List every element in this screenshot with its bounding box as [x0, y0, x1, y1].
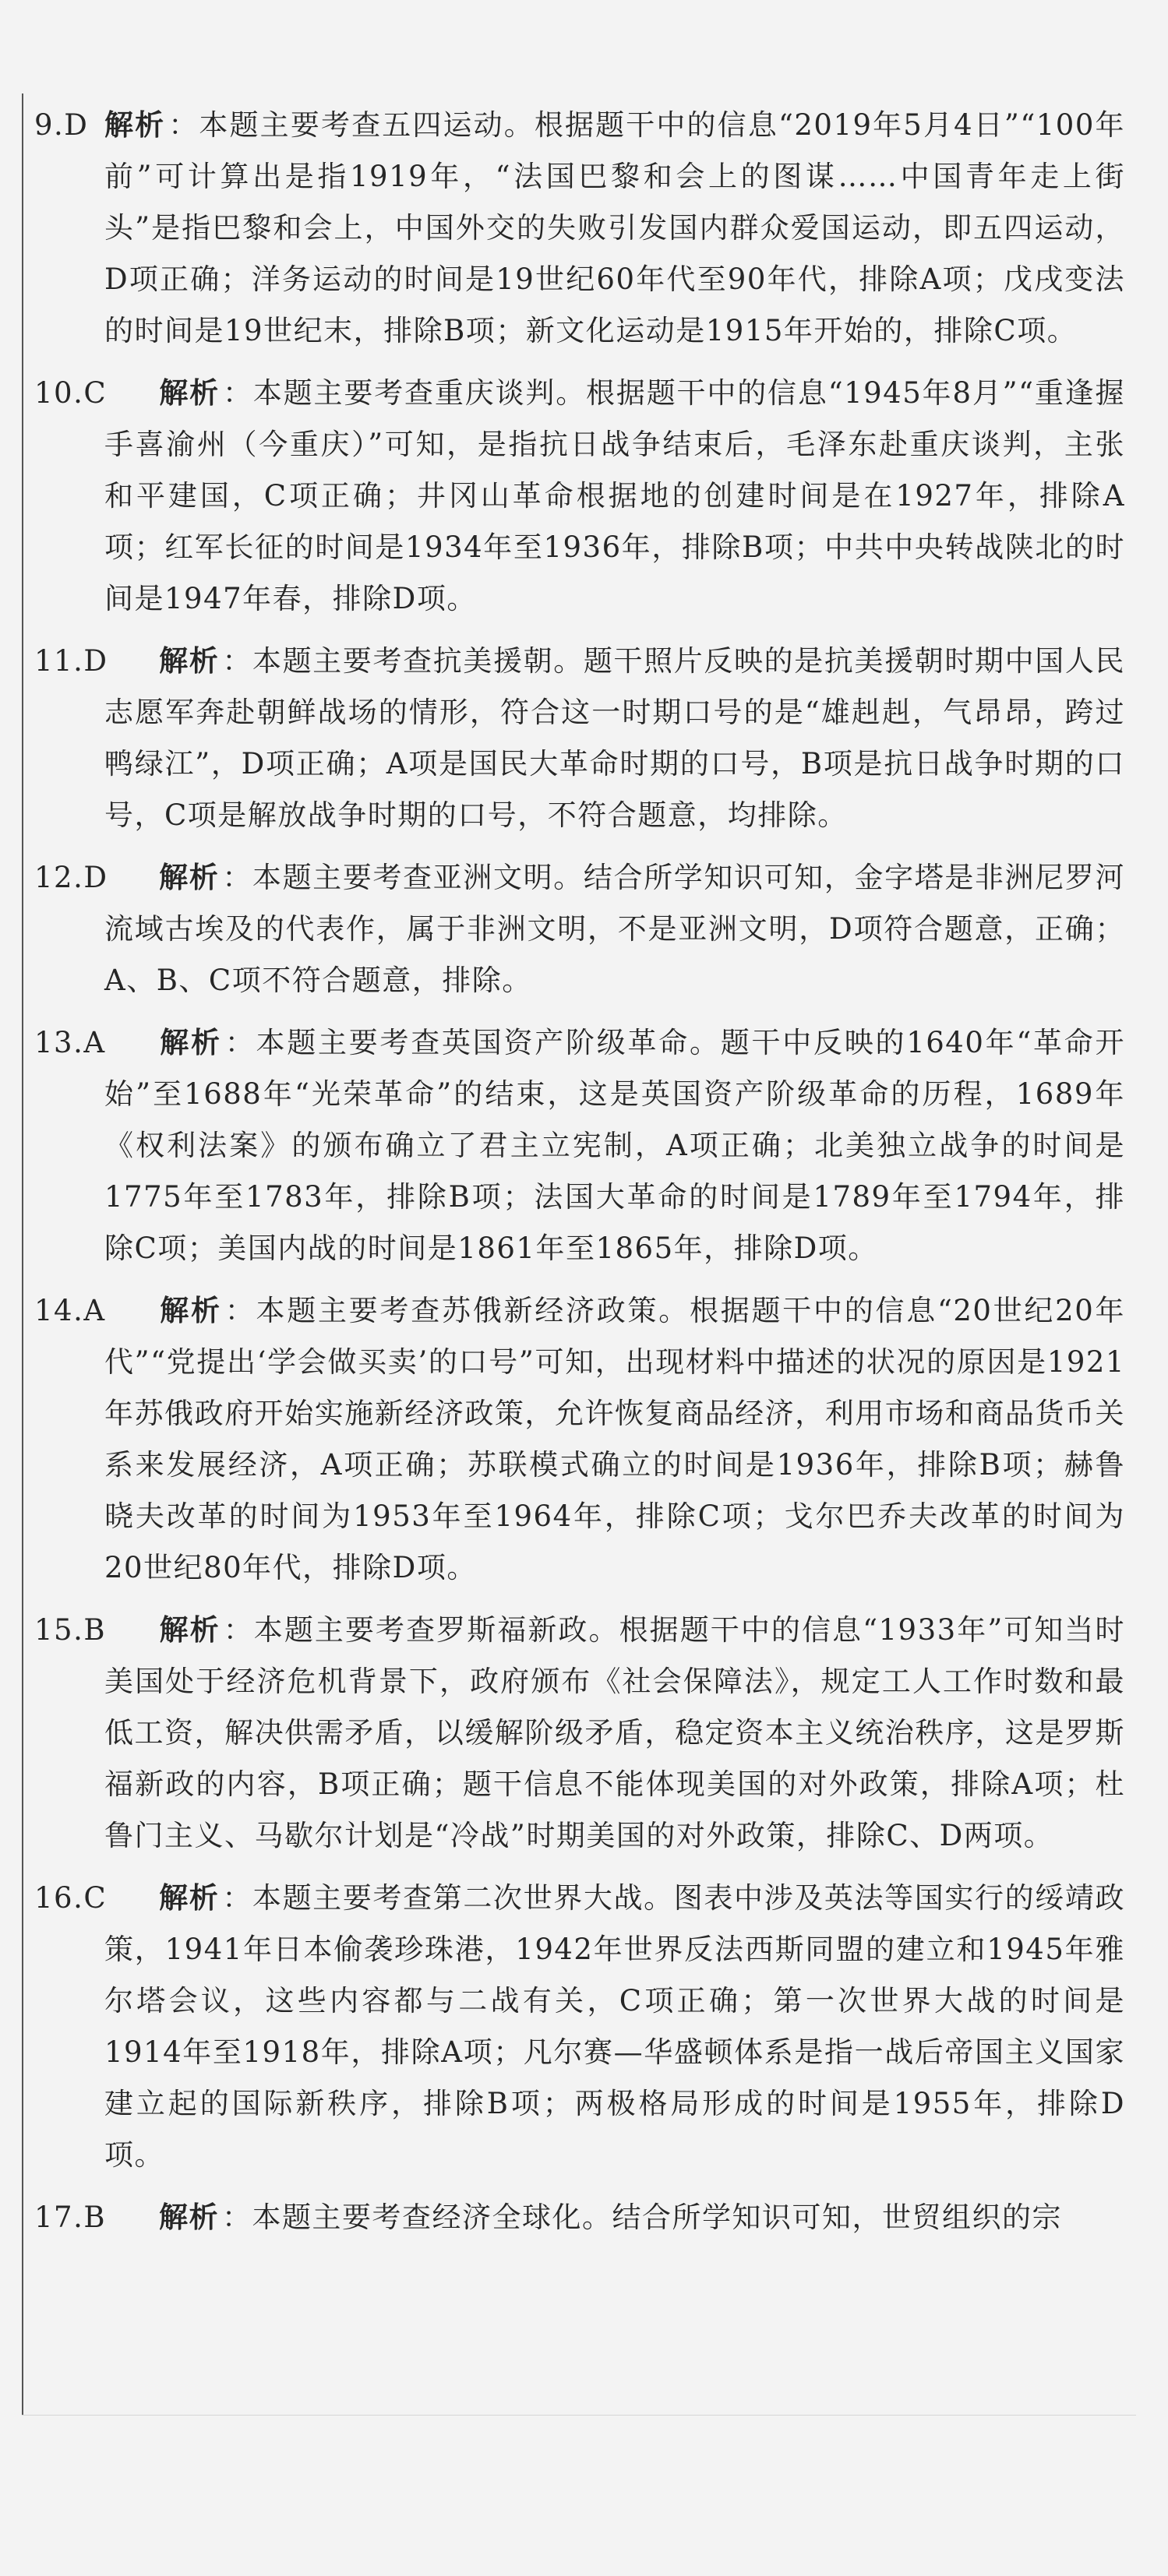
answer-item-13	[34, 1017, 1125, 1274]
analysis-text: ：本题主要考查经济全球化。结合所学知识可知，世贸组织的宗	[222, 2201, 1062, 2234]
analysis-label: 解析	[159, 1026, 222, 1059]
analysis-label: 解析	[159, 861, 220, 894]
answer-explanations	[34, 100, 1125, 2243]
analysis-label: 解析	[159, 644, 220, 678]
analysis-text: ：本题主要考查罗斯福新政。根据题干中的信息“1933年”可知当时美国处于经济危机背景下，政府颁布《社会保障法》，规定工人工作时数和最低工资，解决供需矛盾，以缓解阶级矛盾，稳定资本主义统治秩序，这是罗斯福新政的内容，B项正确；题干信息不能体现美国的对外政策，排除A项；杜鲁门主义、马歇尔计划是“冷战”时期美国的对外政策，排除C、D两项。	[104, 1613, 1125, 1852]
answer-item-17	[34, 2192, 1125, 2243]
analysis-text: ：本题主要考查重庆谈判。根据题干中的信息“1945年8月”“重逢握手喜渝州（今重庆）”可知，是指抗日战争结束后，毛泽东赴重庆谈判，主张和平建国，C项正确；井冈山革命根据地的创建时间是在1927年，排除A项；红军长征的时间是1934年至1936年，排除B项；中共中央转战陕北的时间是1947年春，排除D项。	[104, 376, 1126, 615]
question-number: 11.D	[34, 644, 108, 678]
analysis-label: 解析	[159, 1613, 221, 1647]
analysis-text: ：本题主要考查苏俄新经济政策。根据题干中的信息“20世纪20年代”“党提出‘学会做买卖’的口号”可知，出现材料中描述的状况的原因是1921年苏俄政府开始实施新经济政策，允许恢复商品经济，利用市场和商品货币关系来发展经济，A项正确；苏联模式确立的时间是1936年，排除B项；赫鲁晓夫改革的时间为1953年至1964年，排除C项；戈尔巴乔夫改革的时间为20世纪80年代，排除D项。	[104, 1294, 1126, 1584]
question-number: 9.D	[34, 108, 89, 142]
analysis-text: ：本题主要考查第二次世界大战。图表中涉及英法等国实行的绥靖政策，1941年日本偷袭珍珠港，1942年世界反法西斯同盟的建立和1945年雅尔塔会议，这些内容都与二战有关，C项正确；第一次世界大战的时间是1914年至1918年，排除A项；凡尔赛—华盛顿体系是指一战后帝国主义国家建立起的国际新秩序，排除B项；两极格局形成的时间是1955年，排除D项。	[104, 1881, 1125, 2172]
question-number: 16.C	[34, 1881, 108, 1915]
question-number: 15.B	[34, 1613, 107, 1647]
question-number: 12.D	[34, 861, 108, 894]
analysis-label: 解析	[159, 2201, 219, 2234]
answer-item-16	[34, 1873, 1125, 2181]
left-margin-rule	[22, 93, 23, 2415]
question-number: 17.B	[34, 2201, 107, 2234]
analysis-label: 解析	[159, 1294, 222, 1327]
answer-item-11	[34, 636, 1125, 841]
bottom-divider	[22, 2415, 1136, 2416]
answer-item-10	[34, 368, 1125, 625]
analysis-label: 解析	[104, 108, 166, 142]
analysis-label: 解析	[159, 376, 221, 410]
analysis-text: ：本题主要考查五四运动。根据题干中的信息“2019年5月4日”“100年前”可计算出是指1919年，“法国巴黎和会上的图谋……中国青年走上街头”是指巴黎和会上，中国外交的失败引发国内群众爱国运动，即五四运动，D项正确；洋务运动的时间是19世纪60年代至90年代，排除A项；戊戌变法的时间是19世纪末，排除B项；新文化运动是1915年开始的，排除C项。	[104, 108, 1125, 347]
question-number: 13.A	[34, 1026, 106, 1059]
answer-item-12	[34, 852, 1125, 1006]
question-number: 10.C	[34, 376, 108, 410]
question-number: 14.A	[34, 1294, 106, 1327]
answer-item-9	[34, 100, 1125, 357]
analysis-text: ：本题主要考查英国资产阶级革命。题干中反映的1640年“革命开始”至1688年“光荣革命”的结束，这是英国资产阶级革命的历程，1689年《权利法案》的颁布确立了君主立宪制，A项正确；北美独立战争的时间是1775年至1783年，排除B项；法国大革命的时间是1789年至1794年，排除C项；美国内战的时间是1861年至1865年，排除D项。	[104, 1026, 1126, 1265]
analysis-label: 解析	[159, 1881, 220, 1915]
analysis-text: ：本题主要考查抗美援朝。题干照片反映的是抗美援朝时期中国人民志愿军奔赴朝鲜战场的情形，符合这一时期口号的是“雄赳赳，气昂昂，跨过鸭绿江”，D项正确；A项是国民大革命时期的口号，B项是抗日战争时期的口号，C项是解放战争时期的口号，不符合题意，均排除。	[104, 644, 1125, 832]
answer-item-15	[34, 1605, 1125, 1862]
analysis-text: ：本题主要考查亚洲文明。结合所学知识可知，金字塔是非洲尼罗河流域古埃及的代表作，属于非洲文明，不是亚洲文明，D项符合题意，正确；A、B、C项不符合题意，排除。	[104, 861, 1125, 997]
answer-item-14	[34, 1285, 1125, 1594]
